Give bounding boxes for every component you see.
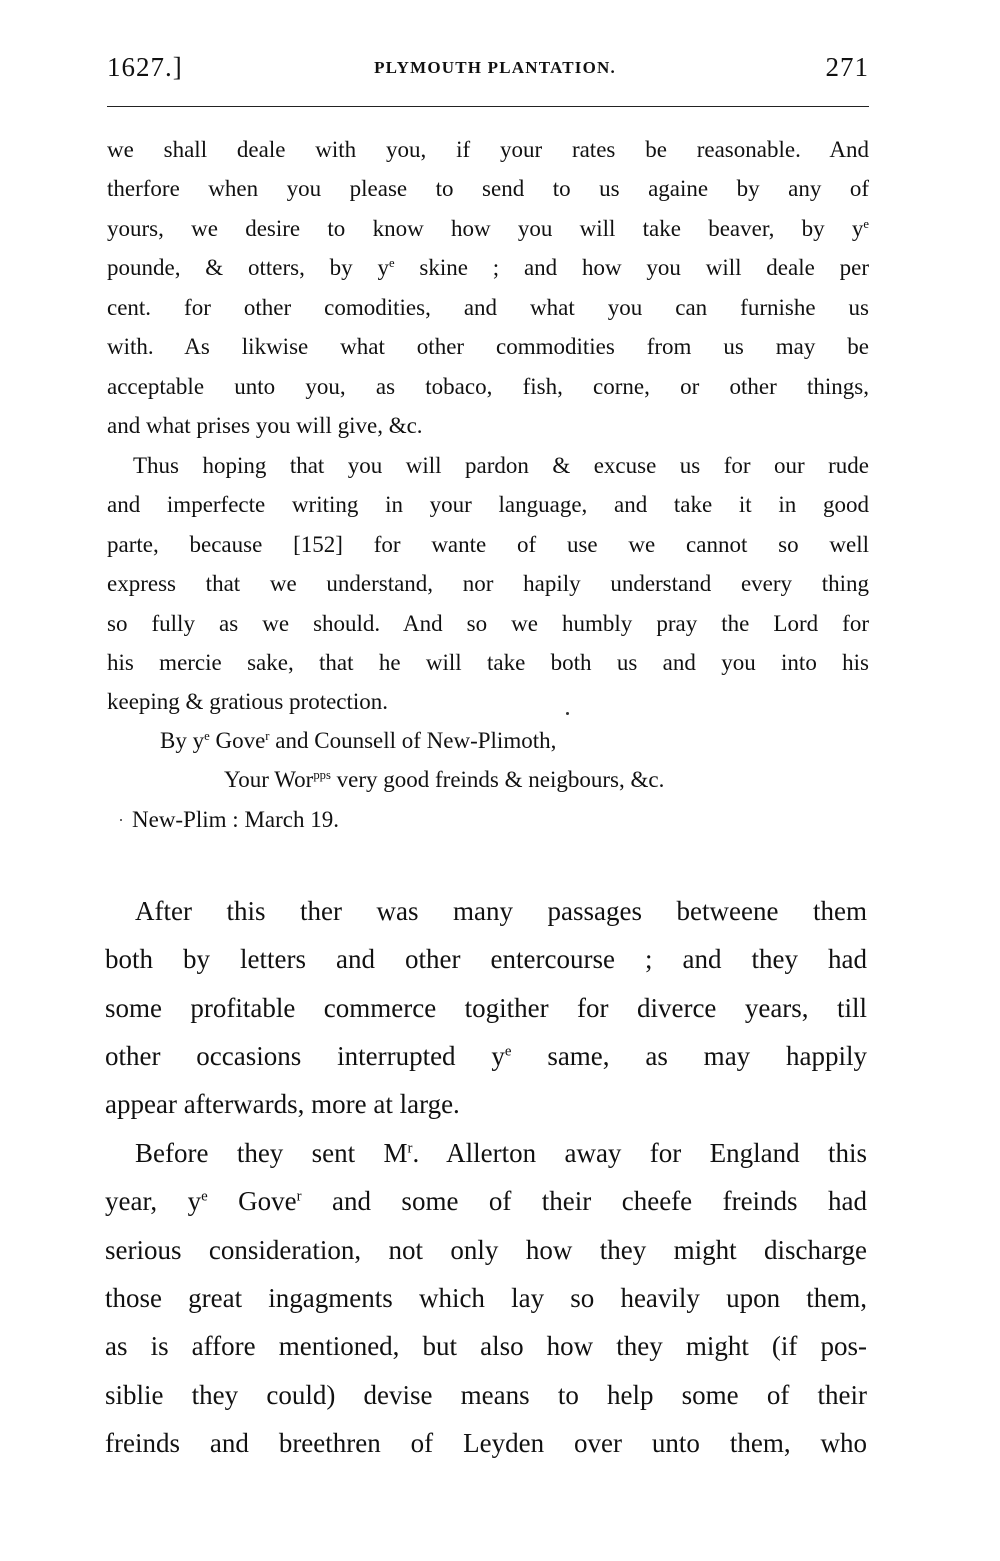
text-line: After this ther was many passages betweene them bbox=[135, 896, 867, 926]
text-line: and what prises you will give, &c. bbox=[107, 413, 423, 438]
text-line: his mercie sake, that he will take both us and you into his bbox=[107, 650, 869, 675]
text-line: Thus hoping that you will pardon & excuse us for our rude bbox=[133, 453, 869, 478]
print-speck bbox=[120, 819, 122, 821]
text-line: both by letters and other entercourse ; and they had bbox=[105, 944, 867, 974]
text-line: serious consideration, not only how they might discharge bbox=[105, 1235, 867, 1265]
page-number: 271 bbox=[825, 52, 869, 82]
text-line: other occasions interrupted $y^e$ same, as may happily bbox=[105, 1041, 867, 1071]
text-line: year, $y^e$ Gove$^r$ and some of their cheefe freinds had bbox=[105, 1186, 867, 1216]
header-year: 1627.] bbox=[107, 52, 183, 82]
header-title: PLYMOUTH PLANTATION. bbox=[374, 58, 616, 77]
text-line: some profitable commerce togither for diverce years, till bbox=[105, 993, 867, 1023]
text-line: yours, we desire to know how you will take beaver, by $y^e$ bbox=[107, 216, 869, 241]
text-line: Before they sent $M^r$. Allerton away for England this bbox=[135, 1138, 867, 1168]
text-line: parte, because [152] for wante of use we cannot so well bbox=[107, 532, 869, 557]
signature-line-2: Your Wor$^{pps}$ very good freinds & neigbours, &c. bbox=[224, 767, 665, 792]
signature-line-1: By $y^e$ Gove$^r$ and Counsell of New-Plimoth, bbox=[160, 728, 557, 753]
text-line: with. As likwise what other commodities from us may be bbox=[107, 334, 869, 359]
text-line: freinds and breethren of Leyden over unto them, who bbox=[105, 1428, 867, 1458]
text-line: we shall deale with you, if your rates be reasonable. And bbox=[107, 137, 869, 162]
text-line: those great ingagments which lay so heavily upon them, bbox=[105, 1283, 867, 1313]
running-head bbox=[107, 52, 869, 88]
text-line: pounde, & otters, by $y^e$ skine ; and how you will deale per bbox=[107, 255, 869, 280]
header-rule bbox=[107, 106, 869, 107]
text-line: and imperfecte writing in your language, and take it in good bbox=[107, 492, 869, 517]
text-line: so fully as we should. And so we humbly pray the Lord for bbox=[107, 611, 869, 636]
text-line: keeping & gratious protection. bbox=[107, 689, 389, 714]
text-line: as is affore mentioned, but also how they might (if pos- bbox=[105, 1331, 867, 1361]
letter-date: New-Plim : March 19. bbox=[132, 807, 339, 832]
text-line: siblie they could) devise means to help some of their bbox=[105, 1380, 867, 1410]
print-speck bbox=[566, 712, 569, 715]
text-line: therfore when you please to send to us againe by any of bbox=[107, 176, 869, 201]
text-line: acceptable unto you, as tobaco, fish, corne, or other things, bbox=[107, 374, 869, 399]
text-line: appear afterwards, more at large. bbox=[105, 1089, 460, 1119]
text-line: express that we understand, nor hapily understand every thing bbox=[107, 571, 869, 596]
text-line: cent. for other comodities, and what you can furnishe us bbox=[107, 295, 869, 320]
